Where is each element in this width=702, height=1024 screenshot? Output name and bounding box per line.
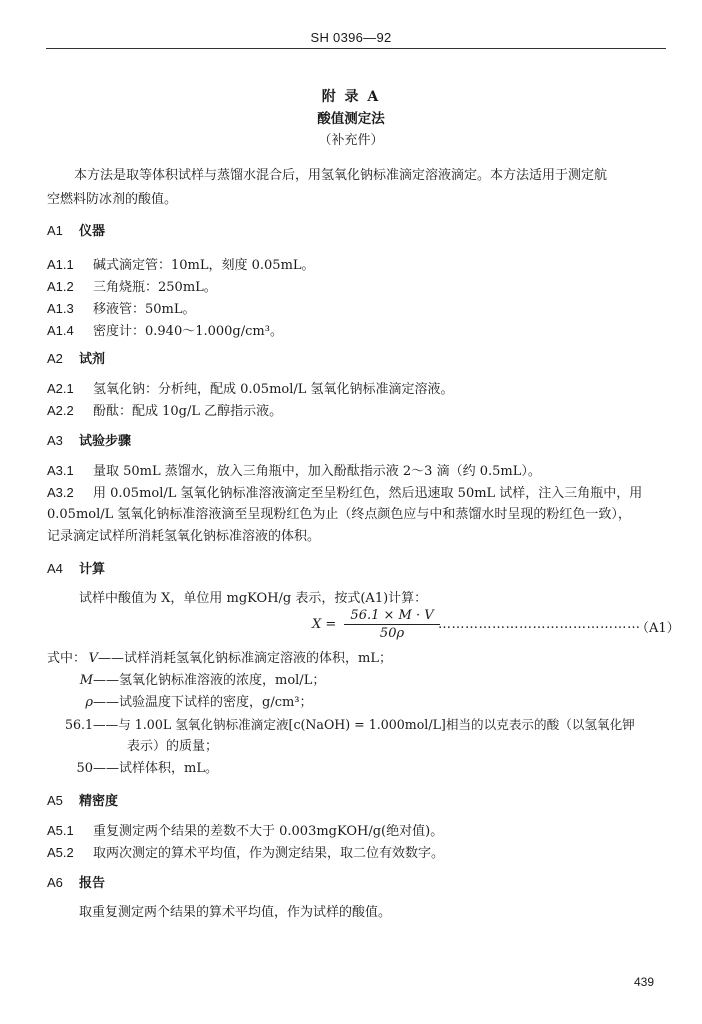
list-item — [47, 300, 196, 319]
calculation-intro: 试样中酸值为 X，单位用 mgKOH/g 表示，按式(A1)计算： — [79, 591, 428, 606]
where-label: 式中： — [47, 651, 87, 666]
list-item — [47, 380, 454, 399]
annex-label: 附 录 A — [321, 89, 381, 105]
section-title: 仪器 — [79, 224, 106, 239]
item-number: A1.3 — [47, 301, 74, 316]
a3-continuation-line-1: 0.05mol/L 氢氧化钠标准溶液滴至呈现粉红色为止（终点颜色应与中和蒸馏水时呈现的粉红色一致）， — [47, 507, 631, 522]
section-heading-a3 — [47, 432, 131, 451]
list-item — [47, 278, 217, 297]
where-symbol: 56.1 — [64, 717, 93, 732]
section-title: 计算 — [79, 562, 106, 577]
section-heading-a4 — [47, 560, 105, 579]
where-item — [47, 672, 325, 690]
item-text: 酚酞：配成 10g/L 乙醇指示液。 — [93, 404, 283, 419]
item-number: A1.2 — [47, 279, 74, 294]
formula-numerator: 56.1 × M · V — [344, 608, 439, 625]
where-item-continuation: 表示）的质量； — [127, 739, 219, 754]
where-symbol: 50 — [76, 761, 93, 776]
list-item — [47, 844, 444, 863]
list-item — [47, 462, 541, 481]
item-text: 重复测定两个结果的差数不大于 0.003mgKOH/g(绝对值)。 — [93, 824, 444, 839]
section-title: 试验步骤 — [79, 434, 132, 449]
section-number: A3 — [47, 433, 63, 448]
formula-denominator: 50ρ — [379, 626, 405, 641]
item-number: A5.2 — [47, 845, 74, 860]
item-number: A1.1 — [47, 257, 74, 272]
standard-code: SH 0396—92 — [310, 30, 392, 45]
item-number: A3.1 — [47, 463, 74, 478]
intro-line-2: 空燃料防冰剂的酸值。 — [47, 192, 178, 207]
where-item — [47, 760, 218, 778]
annex-subtitle: （补充件） — [318, 133, 384, 148]
formula-a1 — [312, 608, 440, 641]
item-text: 取两次测定的算术平均值，作为测定结果，取二位有效数字。 — [93, 846, 445, 861]
item-number: A2.2 — [47, 403, 74, 418]
item-text: 碱式滴定管：10mL，刻度 0.05mL。 — [93, 258, 315, 273]
section-number: A1 — [47, 223, 63, 238]
section-number: A4 — [47, 561, 63, 576]
item-number: A3.2 — [47, 485, 74, 500]
section-title: 试剂 — [79, 352, 106, 367]
where-text: ——与 1.00L 氢氧化钠标准滴定液[c(NaOH) = 1.000mol/L]相当的以克表示的酸（以氢氧化钾 — [93, 717, 635, 732]
section-number: A6 — [47, 875, 63, 890]
where-text: ——试样体积，mL。 — [93, 761, 218, 776]
list-item — [47, 256, 315, 275]
item-text: 氢氧化钠：分析纯，配成 0.05mol/L 氢氧化钠标准滴定溶液。 — [93, 382, 454, 397]
where-symbol: M — [79, 673, 93, 688]
item-text: 三角烧瓶：250mL。 — [93, 280, 217, 295]
list-item — [47, 484, 642, 503]
page-number: 439 — [634, 975, 655, 989]
formula-leader-dots: ……………………………………… — [438, 617, 641, 632]
section-title: 精密度 — [79, 794, 119, 809]
list-item — [47, 822, 443, 841]
where-symbol: V — [88, 651, 99, 666]
section-heading-a6 — [47, 874, 105, 893]
where-symbol: ρ — [85, 695, 93, 710]
where-item — [47, 716, 635, 734]
where-item — [47, 650, 392, 668]
item-number: A5.1 — [47, 823, 74, 838]
intro-line-1: 本方法是取等体积试样与蒸馏水混合后，用氢氧化钠标准滴定溶液滴定。本方法适用于测定航 — [74, 168, 608, 183]
where-item — [47, 694, 313, 712]
title-block — [0, 86, 702, 152]
list-item — [47, 322, 283, 341]
annex-title: 酸值测定法 — [317, 111, 385, 127]
equation-number: （A1） — [636, 621, 680, 636]
item-text: 量取 50mL 蒸馏水，放入三角瓶中，加入酚酞指示液 2～3 滴（约 0.5mL）。 — [93, 464, 541, 479]
item-number: A2.1 — [47, 381, 74, 396]
report-text: 取重复测定两个结果的算术平均值，作为试样的酸值。 — [79, 905, 392, 920]
section-title: 报告 — [79, 876, 106, 891]
section-number: A5 — [47, 793, 63, 808]
section-number: A2 — [47, 351, 63, 366]
item-text: 密度计：0.940～1.000g/cm³。 — [93, 324, 283, 339]
item-text: 移液管：50mL。 — [93, 302, 196, 317]
where-text: ——试样消耗氢氧化钠标准滴定溶液的体积，mL； — [98, 651, 392, 666]
list-item — [47, 402, 282, 421]
item-number: A1.4 — [47, 323, 74, 338]
item-text: 用 0.05mol/L 氢氧化钠标准溶液滴定至呈粉红色，然后迅速取 50mL 试样，注入三角瓶中，用 — [93, 486, 643, 501]
formula-lhs: X = — [312, 617, 337, 632]
section-heading-a1 — [47, 222, 105, 241]
formula-fraction — [344, 608, 439, 641]
a3-continuation-line-2: 记录滴定试样所消耗氢氧化钠标准溶液的体积。 — [47, 529, 321, 544]
section-heading-a2 — [47, 350, 105, 369]
where-text: ——氢氧化钠标准溶液的浓度，mol/L； — [93, 673, 326, 688]
section-heading-a5 — [47, 792, 118, 811]
where-text: ——试验温度下试样的密度，g/cm³； — [93, 695, 313, 710]
header-rule — [46, 48, 666, 49]
